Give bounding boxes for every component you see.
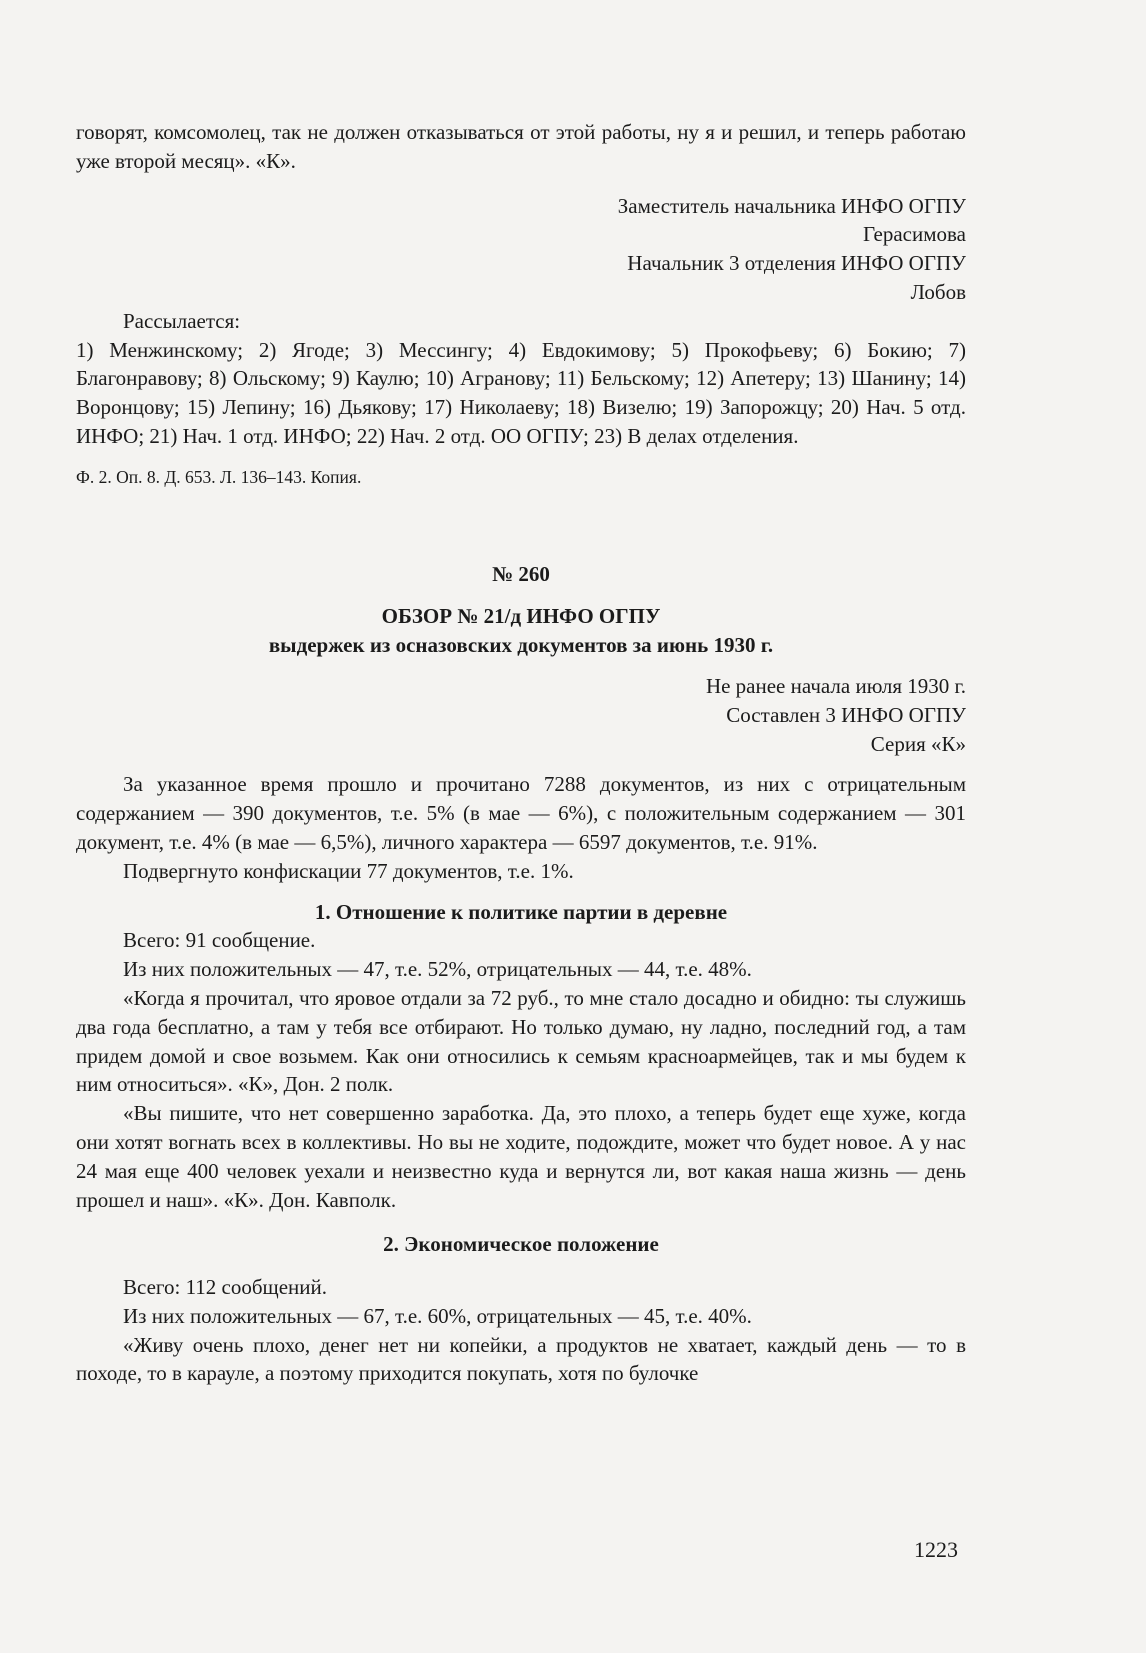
signature-title-2: Начальник 3 отделения ИНФО ОГПУ <box>627 251 966 276</box>
document-title: ОБЗОР № 21/д ИНФО ОГПУ <box>381 604 661 629</box>
section-1-quote-2: «Вы пишите, что нет совершенно заработка. Да, это плохо, а теперь будет еще хуже, когда они хотят вогнать всех в коллективы. Но вы не ходите, подождите, может что будет новое. А у нас 24 мая еще 400 человек уехали и неизвестно куда и вернутся ли, вот какая наша жизнь — день прошел и наш». «К». Дон. Кавполк. <box>76 1101 966 1212</box>
section-2-heading: 2. Экономическое положение <box>383 1232 659 1257</box>
signature-name-1: Герасимова <box>863 222 966 247</box>
section-1-breakdown: Из них положительных — 47, т.е. 52%, отрицательных — 44, т.е. 48%. <box>123 957 752 982</box>
section-1-total: Всего: 91 сообщение. <box>123 928 316 953</box>
page-content <box>76 118 966 1388</box>
section-2-breakdown: Из них положительных — 67, т.е. 60%, отрицательных — 45, т.е. 40%. <box>123 1303 752 1328</box>
document-series: Серия «К» <box>870 731 966 756</box>
section-2-quote-1: «Живу очень плохо, денег нет ни копейки, а продуктов не хватает, каждый день — то в походе, то в карауле, а поэтому приходится покупать, хотя по булочке <box>76 1332 966 1386</box>
signature-name-2: Лобов <box>910 279 966 304</box>
section-1-heading: 1. Отношение к политике партии в деревне <box>314 899 728 924</box>
distribution-title: Рассылается: <box>123 308 241 333</box>
document-author: Составлен 3 ИНФО ОГПУ <box>726 702 966 727</box>
section-2-total: Всего: 112 сообщений. <box>123 1275 328 1300</box>
document-subtitle: выдержек из осназовских документов за июнь 1930 г. <box>268 633 774 658</box>
previous-doc-text-end: говорят, комсомолец, так не должен отказываться от этой работы, ну я и решил, и теперь работаю уже второй месяц». «К». <box>76 120 966 173</box>
page-number: 1223 <box>914 1537 958 1562</box>
section-1-quote-1: «Когда я прочитал, что яровое отдали за 72 руб., то мне стало досадно и обидно: ты служишь два года бесплатно, а там у тебя все отбирают. Но только думаю, ну ладно, последний год, а там придем домой и свое возьмем. Как они относились к семьям красноармейцев, так и мы будем к ним относиться». «К», Дон. 2 полк. <box>76 985 966 1097</box>
document-date: Не ранее начала июля 1930 г. <box>705 673 966 698</box>
archive-source: Ф. 2. Оп. 8. Д. 653. Л. 136–143. Копия. <box>76 466 362 487</box>
confiscated-paragraph: Подвергнуто конфискации 77 документов, т.е. 1%. <box>123 858 574 883</box>
document-number: № 260 <box>492 561 550 586</box>
distribution-list: 1) Менжинскому; 2) Ягоде; 3) Мессингу; 4) Евдокимову; 5) Прокофьеву; 6) Бокию; 7) Благонравову; 8) Ольскому; 9) Каулю; 10) Агранову; 11) Бельскому; 12) Апетеру; 13) Шанину; 14) Воронцову; 15) Лепину; 16) Дьякову; 17) Николаеву; 18) Визелю; 19) Запорожцу; 20) Нач. 5 отд. ИНФО; 21) Нач. 1 отд. ИНФО; 22) Нач. 2 отд. ОО ОГПУ; 23) В делах отделения. <box>76 337 966 448</box>
intro-paragraph: За указанное время прошло и прочитано 7288 документов, из них с отрицательным содержанием — 390 документов, т.е. 5% (в мае — 6%), с положительным содержанием — 301 документ, т.е. 4% (в мае — 6,5%), личного характера — 6597 документов, т.е. 91%. <box>76 772 966 854</box>
signature-title-1: Заместитель начальника ИНФО ОГПУ <box>617 193 966 218</box>
